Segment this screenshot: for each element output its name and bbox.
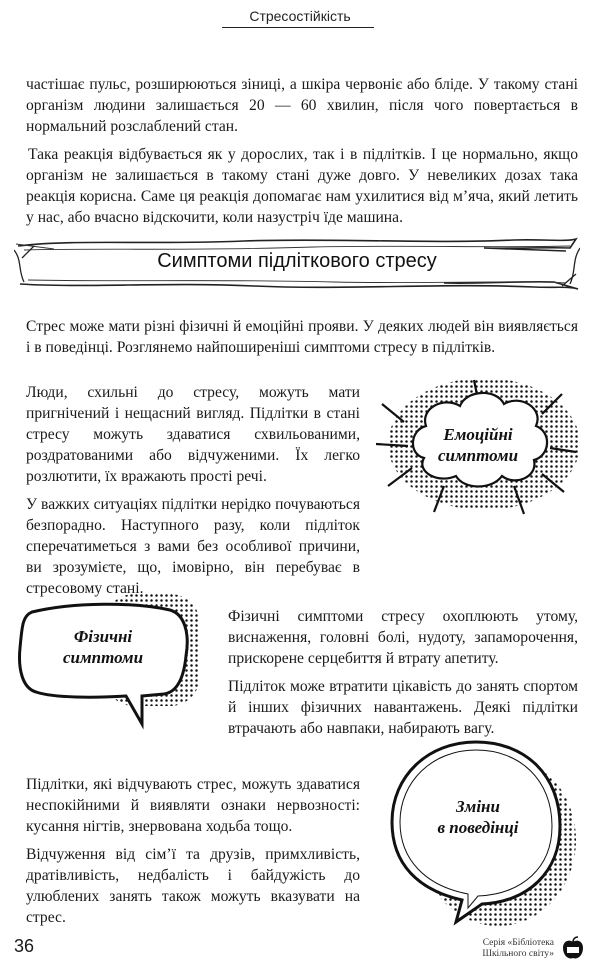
physical-label-line-2: симптоми xyxy=(62,648,144,667)
physical-paragraph-2: Підліток може втратити цікавість до занять спортом й інших фізичних навантажень. Деякі підлітки втрачають або навпаки, набирають вагу. xyxy=(228,678,578,737)
emotional-paragraph-1: Люди, схильні до стресу, можуть мати пригнічений і нещасний вигляд. Підлітки в стані стресу можуть здаватися схвильованими, роздратованими або відчуженими. Їх легко розлютити, їх вражають прості речі. xyxy=(26,384,360,485)
behavior-changes-bubble xyxy=(378,732,580,932)
running-header xyxy=(0,0,600,30)
emotional-text xyxy=(26,382,360,599)
behavior-changes-label xyxy=(404,796,552,838)
emotional-paragraph-2: У важких ситуаціях підлітки нерідко почуваються безпорадно. Наступного разу, коли підліток сперечатиметься з вами без особливої причини, ви зрозумієте, що, імовірно, він перебуває в стресовому стані. xyxy=(26,496,360,597)
behavior-paragraph-2: Відчуження від сім’ї та друзів, примхливість, дратівливість, недбалість і байдужість до улюблених занять також можуть вказувати на стрес. xyxy=(26,846,360,926)
series-imprint xyxy=(454,938,554,960)
apple-logo-icon xyxy=(560,936,586,962)
series-logo xyxy=(560,936,586,967)
series-line-1: Серія «Бібліотека xyxy=(482,938,554,948)
intro-paragraph-1: частішає пульс, розширюються зіниці, а шкіра червоніє або бліде. У такому стані організм людини залишається 20 — 60 хвилин, після чого повертається в нормальний розслаблений стан. xyxy=(26,76,578,135)
physical-text xyxy=(228,606,578,739)
emotional-label-line-1: Емоційні xyxy=(443,425,513,444)
emotional-symptoms-label xyxy=(418,424,538,466)
intro-text xyxy=(26,74,578,228)
header-rule xyxy=(222,27,374,28)
section-banner xyxy=(14,236,580,294)
page-number: 36 xyxy=(14,936,35,956)
physical-paragraph-1: Фізичні симптоми стресу охоплюють утому, виснаження, головні болі, нудоту, запаморочення, прискорене серцебиття й втрату апетиту. xyxy=(228,608,578,667)
section-lead-text xyxy=(26,316,578,358)
physical-symptoms-bubble xyxy=(14,588,206,734)
behavior-label-line-2: в поведінці xyxy=(437,818,519,837)
intro-paragraph-2: Така реакція відбувається як у дорослих, так і в підлітків. І це нормально, якщо організм не залишається в такому стані дуже довго. У невеликих дозах така реакція корисна. Саме ця реакція допомагає нам ухилитися від м’яча, який летить у нас, або вчасно відскочити, коли назустріч їде машина. xyxy=(26,146,578,226)
series-line-2: Шкільного світу» xyxy=(482,949,554,959)
physical-symptoms-label xyxy=(28,626,178,668)
emotional-symptoms-bubble xyxy=(374,374,582,524)
physical-label-line-1: Фізичні xyxy=(73,627,133,646)
running-title: Стресостійкість xyxy=(249,8,351,24)
behavior-text xyxy=(26,774,360,928)
behavior-paragraph-1: Підлітки, які відчувають стрес, можуть здаватися неспокійними й виявляти ознаки нервозності: кусання нігтів, знервована ходьба тощо. xyxy=(26,776,360,835)
section-heading: Симптоми підліткового стресу xyxy=(157,250,437,272)
emotional-label-line-2: симптоми xyxy=(437,446,519,465)
behavior-label-line-1: Зміни xyxy=(456,797,500,816)
section-lead-paragraph: Стрес може мати різні фізичні й емоційні прояви. У деяких людей він виявляється і в поведінці. Розглянемо найпоширеніші симптоми стресу в підлітків. xyxy=(26,318,578,356)
